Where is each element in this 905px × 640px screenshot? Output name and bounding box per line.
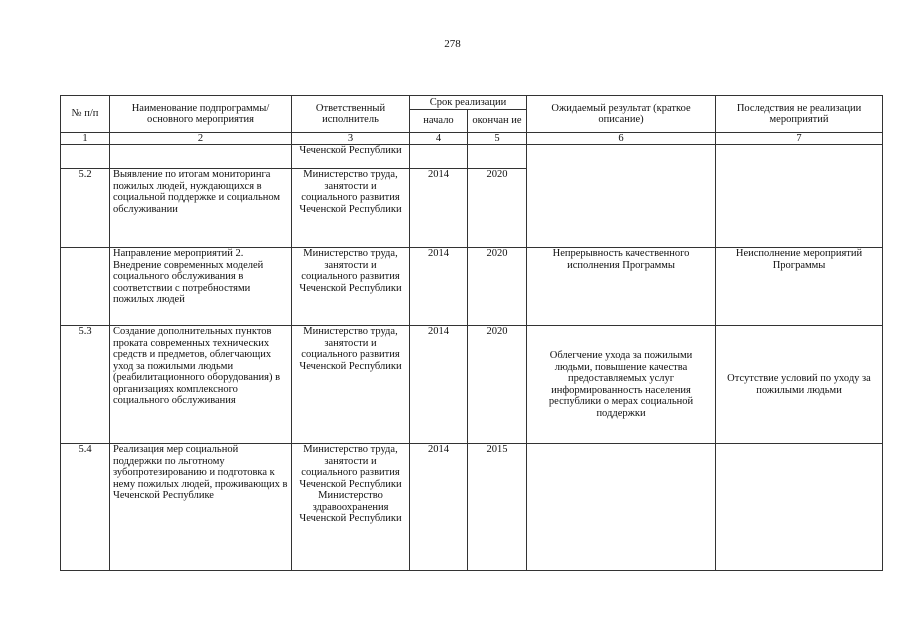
row-consequences-empty — [716, 444, 883, 571]
header-start: начало — [410, 110, 468, 133]
row-no: 5.3 — [61, 326, 110, 444]
program-table — [60, 95, 883, 571]
row-name: Реализация мер социальной поддержки по льготному зубопротезированию и подготовка к нему пожилых людей, проживающих в Чеченской Республике — [110, 444, 292, 571]
row-no — [61, 248, 110, 326]
row-responsible: Министерство труда, занятости и социального развития Чеченской Республики — [292, 169, 410, 248]
row-end: 2015 — [468, 444, 527, 571]
row-start: 2014 — [410, 444, 468, 571]
row-no — [61, 145, 110, 169]
row-name — [110, 145, 292, 169]
header-period: Срок реализации — [410, 96, 527, 110]
column-number: 3 — [292, 133, 410, 145]
row-responsible: Министерство труда, занятости и социального развития Чеченской Республики — [292, 248, 410, 326]
column-number: 6 — [527, 133, 716, 145]
row-consequences: Отсутствие условий по уходу за пожилыми людьми — [716, 326, 883, 444]
column-number: 5 — [468, 133, 527, 145]
header-end: окончан ие — [468, 110, 527, 133]
row-consequences: Неисполнение мероприятий Программы — [716, 248, 883, 326]
header-name: Наименование подпрограммы/ основного мероприятия — [110, 96, 292, 133]
header-consequences: Последствия не реализации мероприятий — [716, 96, 883, 133]
row-no: 5.4 — [61, 444, 110, 571]
column-number-row — [61, 133, 883, 145]
column-number: 2 — [110, 133, 292, 145]
page-number: 278 — [444, 38, 461, 50]
row-start: 2014 — [410, 326, 468, 444]
row-result: Непрерывность качественного исполнения Программы — [527, 248, 716, 326]
row-name: Направление мероприятий 2. Внедрение современных моделей социального обслуживания в соответствии с потребностями пожилых людей — [110, 248, 292, 326]
row-result: Облегчение ухода за пожилыми людьми, повышение качества предоставляемых услуг информированность населения республики о мерах социальной поддержки — [527, 326, 716, 444]
row-end — [468, 145, 527, 169]
row-consequences-empty — [716, 145, 883, 248]
row-start — [410, 145, 468, 169]
row-responsible: Министерство труда, занятости и социального развития Чеченской Республики — [292, 326, 410, 444]
table-row — [61, 248, 883, 326]
row-start: 2014 — [410, 169, 468, 248]
row-end: 2020 — [468, 169, 527, 248]
header-responsible: Ответственный исполнитель — [292, 96, 410, 133]
row-name: Выявление по итогам мониторинга пожилых людей, нуждающихся в социальной поддержке и социальном обслуживании — [110, 169, 292, 248]
row-end: 2020 — [468, 326, 527, 444]
row-result-empty — [527, 444, 716, 571]
row-start: 2014 — [410, 248, 468, 326]
column-number: 4 — [410, 133, 468, 145]
header-result: Ожидаемый результат (краткое описание) — [527, 96, 716, 133]
row-responsible: Чеченской Республики — [292, 145, 410, 169]
row-name: Создание дополнительных пунктов проката современных технических средств и предметов, облегчающих уход за пожилыми людьми (реабилитационного оборудования) в организациях комплексного социального обслуживания — [110, 326, 292, 444]
table-row — [61, 444, 883, 571]
row-no: 5.2 — [61, 169, 110, 248]
column-number: 7 — [716, 133, 883, 145]
row-responsible: Министерство труда, занятости и социального развития Чеченской Республики Министерство здравоохранения Чеченской Республики — [292, 444, 410, 571]
row-result-empty — [527, 145, 716, 248]
header-no: № п/п — [61, 96, 110, 133]
row-end: 2020 — [468, 248, 527, 326]
column-number: 1 — [61, 133, 110, 145]
table-row — [61, 145, 883, 169]
table-row — [61, 326, 883, 444]
